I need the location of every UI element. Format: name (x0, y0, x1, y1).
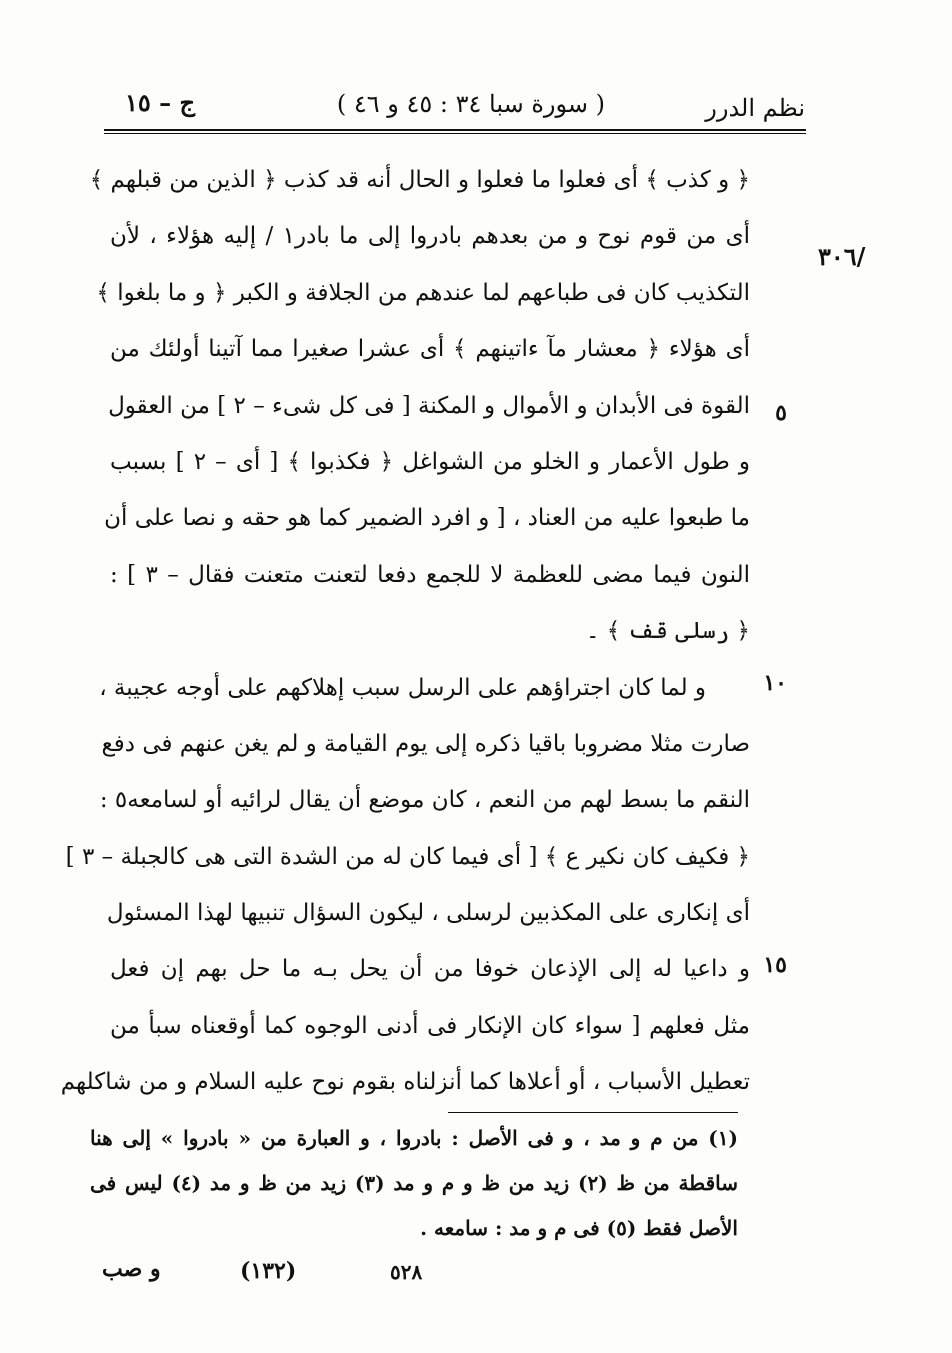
footnotes (90, 1116, 738, 1251)
text-line: ﴿ فكيف كان نكير ع ﴾ [ أى فيما كان له من الشدة التى هى كالجبلة – ٣ ] (65, 843, 750, 870)
text-line: القوة فى الأبدان و الأموال و المكنة [ فى كل شىء – ٢ ] من العقول (108, 392, 750, 419)
footnote-rule (448, 1112, 738, 1113)
sheet-number: (١٣٢) (240, 1258, 297, 1284)
catchword: و صب (102, 1256, 161, 1282)
text-line: ما طبعوا عليه من العناد ، [ و افرد الضمير كما هو حقه و نصا على أن (104, 505, 750, 532)
surah-reference: ( سورة سبا ٣٤ : ٤٥ و ٤٦ ) (336, 90, 605, 118)
text-line: و داعيا له إلى الإذعان خوفا من أن يحل بـه ما حل بهم إن فعل (110, 956, 750, 983)
footnote-line: الأصل فقط (٥) فى م و مد : سامعه . (420, 1216, 738, 1240)
text-line: تعطيل الأسباب ، أو أعلاها كما أنزلناه بقوم نوح عليه السلام و من شاكلهم (60, 1069, 750, 1096)
page-footer (90, 1256, 790, 1296)
text-line: التكذيب كان فى طباعهم لما عندهم من الجلافة و الكبر ﴿ و ما بلغوا ﴾ (96, 279, 750, 306)
text-line: أى من قوم نوح و من بعدهم بادروا إلى ما بادر١ / إليه هؤلاء ، لأن (110, 223, 750, 250)
line-number-10: ١٠ (763, 670, 787, 696)
text-line: النون فيما مضى للعظمة لا للجمع دفعا لتعنت متعنت فقال – ٣ ] : (110, 561, 750, 588)
text-line: و طول الأعمار و الخلو من الشواغل ﴿ فكذبوا ﴾ [ أى – ٢ ] بسبب (110, 448, 750, 475)
volume-number: ج – ١٥ (125, 88, 195, 117)
line-number-15: ١٥ (763, 952, 787, 978)
text-line: مثل فعلهم [ سواء كان الإنكار فى أدنى الوجوه كما أوقعناه سبأ من (110, 1012, 750, 1039)
footnote-line: (١) من م و مد ، و فى الأصل : بادروا ، و العبارة من « بادروا » إلى هنا (90, 1126, 738, 1150)
text-line: و لما كان اجتراؤهم على الرسل سبب إهلاكهم على أوجه عجيبة ، (99, 674, 706, 701)
header-rule (104, 129, 806, 134)
text-line: أى هؤلاء ﴿ معشار مآ ءاتينهم ﴾ أى عشرا صغيرا مما آتينا أولئك من (110, 336, 750, 363)
text-line: ﴿ و كذب ﴾ أى فعلوا ما فعلوا و الحال أنه قد كذب ﴿ الذين من قبلهم ﴾ (89, 167, 750, 193)
footnote-line: ساقطة من ظ (٢) زيد من ظ و م و مد (٣) زيد من ظ و مد (٤) ليس فى (90, 1171, 738, 1195)
text-line: أى إنكارى على المكذبين لرسلى ، ليكون السؤال تنبيها لهذا المسئول (106, 900, 750, 927)
manuscript-folio-reference: /٣٠٦ (818, 242, 866, 271)
text-line: النقم ما بسط لهم من النعم ، كان موضع أن يقال لرائيه أو لسامعه٥ : (99, 787, 750, 814)
running-header (105, 86, 805, 126)
text-line: ﴿ رسلى قف ﴾ ۔ (585, 618, 750, 645)
line-number-5: ٥ (775, 400, 787, 426)
text-line: صارت مثلا مضروبا باقيا ذكره إلى يوم القيامة و لم يغن عنهم فى دفع (101, 730, 750, 757)
main-text (60, 152, 750, 1111)
book-title: نظم الدرر (705, 94, 805, 122)
page-number: ٥٢٨ (390, 1260, 423, 1284)
